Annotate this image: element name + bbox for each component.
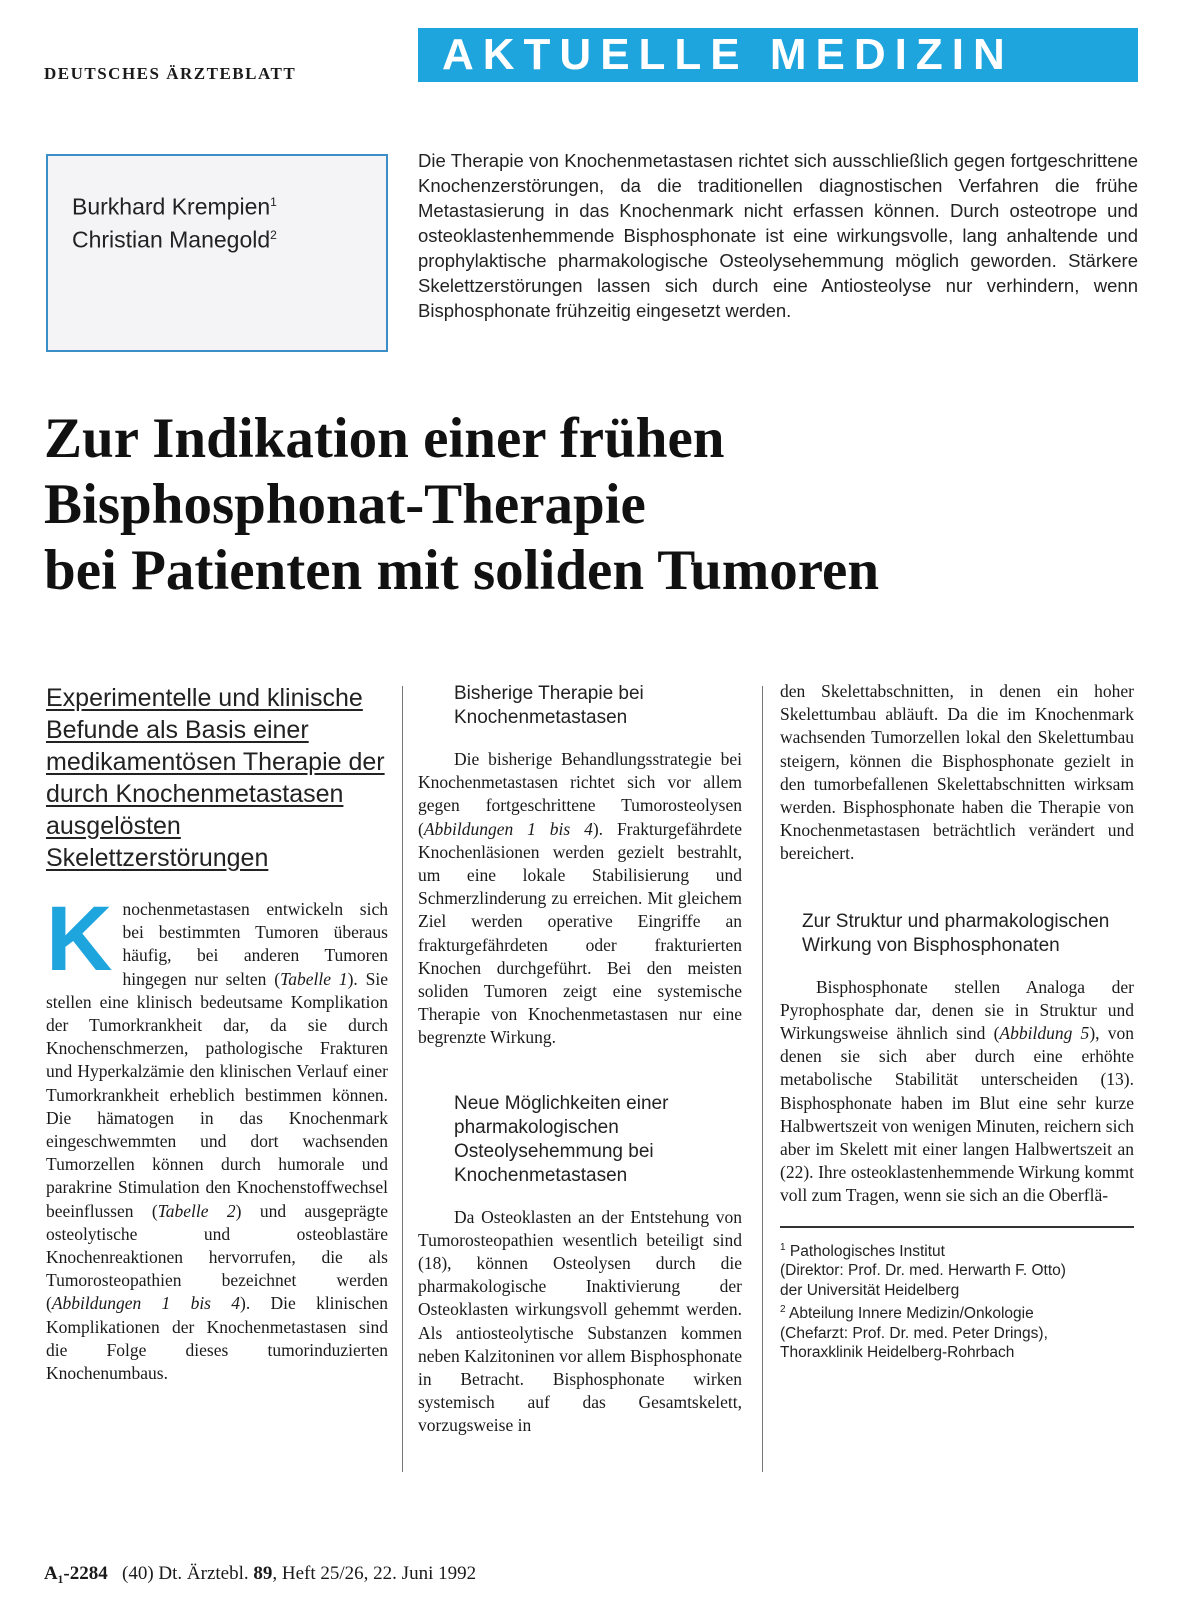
author-1 xyxy=(72,188,277,221)
author-2-name: Christian Manegold xyxy=(72,226,271,253)
title-line-3: bei Patienten mit soliden Tumoren xyxy=(44,539,880,602)
figure-reference: Abbildungen 1 bis 4 xyxy=(423,818,593,839)
footnote-text: Abteilung Innere Medizin/Onkologie xyxy=(789,1305,1034,1323)
footnote-rule xyxy=(780,1226,1134,1228)
text-run: ), von denen sie sich aber durch eine erhöhte metabolische Stabilität unterscheiden (13). Bisphosphonate haben im Blut eine sehr kurze Halbwertszeit von wenigen Minuten, reichern sich aber im Skelett mit einer langen Halbwertszeit an (22). Ihre osteoklastenhemmende Wirkung kommt voll zum Tragen, wenn sie sich an die Oberflä- xyxy=(780,1023,1135,1206)
abstract: Die Therapie von Knochenmetastasen richtet sich ausschließlich gegen fortgeschrittene Knochenzerstörungen, da die traditionellen diagnostischen Verfahren die frühe Metastasierung in das Knochenmark nicht erfassen können. Durch osteotrope und osteoklastenhemmende Bisphosphonate ist eine wirkungsvolle, lang anhaltende und prophylaktische pharmakologische Osteolysehemmung möglich geworden. Stärkere Skelettzerstörungen lassen sich durch eine Antiosteolyse nur verhindern, wenn Bisphosphonate frühzeitig eingesetzt werden. xyxy=(418,150,1138,321)
column-3 xyxy=(780,680,1134,1363)
citation: , Heft 25/26, 22. Juni 1992 xyxy=(272,1563,477,1584)
author-list xyxy=(72,188,277,253)
text-run: ). Sie stellen eine klinisch bedeutsame Komplikation der Tumorkrankheit dar, da sie durch Knochenschmerzen, pathologische Frakturen und Hyperkalzämie den klinischen Verlauf einer Tumorkrankheit erheblich bestimmen können. Die hämatogen in das Knochenmark eingeschwemmten und dort wachsenden Tumorzellen können durch humorale und parakrine Stimulation den Knochenstoffwechsel beeinflussen ( xyxy=(46,968,388,1221)
volume-number: 89 xyxy=(253,1563,273,1584)
column-divider-1 xyxy=(402,686,403,1472)
page-number: A₁-2284 xyxy=(44,1563,108,1584)
drop-cap: K xyxy=(46,888,113,990)
page-footer xyxy=(44,1563,476,1585)
table-reference: Tabelle 1 xyxy=(280,968,348,989)
author-box xyxy=(46,154,388,352)
footnote-marker: 1 xyxy=(780,1241,786,1253)
author-1-name: Burkhard Krempien xyxy=(72,193,271,220)
text-run: Die bisherige Behandlungsstrategie bei Knochenmetastasen richtet sich vor allem gegen fortgeschrittene Tumorosteolysen ( xyxy=(418,749,742,839)
footnote-text: (Chefarzt: Prof. Dr. med. Peter Drings), xyxy=(780,1324,1048,1342)
table-reference: Tabelle 2 xyxy=(157,1200,236,1221)
title-line-2: Bisphosphonat-Therapie xyxy=(44,473,646,536)
section-heading: Neue Möglichkeiten einer pharmakologischen Osteolysehemmung bei Knochenmetastasen xyxy=(454,1092,669,1186)
section-heading: Zur Struktur und pharmakologischen Wirkung von Bisphosphonaten xyxy=(802,910,1110,956)
author-2 xyxy=(72,221,277,254)
text-run: Bisphosphonate stellen Analoga der Pyrophosphate dar, denen sie in Struktur und Wirkungsweise ähnlich sind ( xyxy=(780,976,1134,1044)
citation: (40) Dt. Ärztebl. xyxy=(122,1563,249,1584)
title-line-1: Zur Indikation einer frühen xyxy=(44,407,725,470)
paragraph: den Skelettabschnitten, in denen ein hoher Skelettumbau abläuft. Da die im Knochenmark wachsenden Tumorzellen lokal den Skelettumbau steigern, können die Bisphosphonate gezielt in den tumorbefallenen Skelettabschnitten wirksam werden. Bisphosphonate haben die Therapie von Knochenmetastasen beträchtlich verändert und bereichert. xyxy=(780,681,1134,864)
footnote-text: Pathologisches Institut xyxy=(789,1242,945,1260)
paragraph xyxy=(780,976,1134,1208)
intro-paragraph xyxy=(46,888,388,1385)
section-heading: Bisherige Therapie bei Knochenmetastasen xyxy=(454,683,644,728)
article-subtitle: Experimentelle und klinische Befunde als Basis einer medikamentösen Therapie der durch Knochenmetastasen ausgelösten Skelettzerstörungen xyxy=(46,684,385,872)
footnote-2 xyxy=(780,1300,1134,1324)
figure-reference: Abbildung 5 xyxy=(999,1023,1090,1044)
footnotes xyxy=(780,1238,1134,1363)
footnote-text: der Universität Heidelberg xyxy=(780,1281,960,1299)
column-2 xyxy=(418,682,742,1438)
author-2-affiliation: 2 xyxy=(270,227,277,242)
column-1 xyxy=(46,682,388,1385)
section-banner: AKTUELLE MEDIZIN xyxy=(418,28,1138,82)
text-run: ) und ausgeprägte osteolytische und osteoblastäre Knochenreaktionen hervorrufen, die als Tumorosteopathien bezeichnet werden ( xyxy=(46,1200,388,1314)
footnote-text: Thoraxklinik Heidelberg-Rohrbach xyxy=(780,1344,1015,1362)
text-run: ). Die klinischen Komplikationen der Knochenmetastasen sind die Folge dieses tumorinduzierten Knochenumbaus. xyxy=(46,1293,388,1384)
journal-name: DEUTSCHES ÄRZTEBLATT xyxy=(44,64,297,83)
footnote-marker: 2 xyxy=(780,1304,786,1316)
footnote-1 xyxy=(780,1238,1134,1262)
paragraph xyxy=(418,748,742,1050)
text-run: nochenmetastasen entwickeln sich bei bestimmten Tumoren überaus häufig, bei anderen Tumoren hingegen nur selten ( xyxy=(122,899,388,989)
column-divider-2 xyxy=(762,686,763,1472)
text-run: ). Frakturgefährdete Knochenläsionen werden gezielt bestrahlt, um eine lokale Stabilisierung und Schmerzlinderung zu erreichen. Mit gleichem Ziel werden operative Eingriffe an frakturgefährdeten oder frakturierten Knochen durchgeführt. Bei den meisten soliden Tumoren zeigt eine systemische Therapie von Knochenmetastasen nur eine begrenzte Wirkung. xyxy=(418,818,742,1048)
author-1-affiliation: 1 xyxy=(270,195,277,209)
figure-reference: Abbildungen 1 bis 4 xyxy=(51,1293,241,1314)
paragraph: Da Osteoklasten an der Entstehung von Tumorosteopathien wesentlich beteiligt sind (18), können Osteolysen durch die pharmakologische Inaktivierung der Osteoklasten wirkungsvoll gehemmt werden. Als antiosteolytische Substanzen kommen neben Kalzitoninen vor allem Bisphosphonate in Betracht. Bisphosphonate wirken systemisch auf das Gesamtskelett, vorzugsweise in xyxy=(418,1206,742,1436)
footnote-text: (Direktor: Prof. Dr. med. Herwarth F. Otto) xyxy=(780,1262,1066,1280)
article-title xyxy=(44,406,1154,604)
